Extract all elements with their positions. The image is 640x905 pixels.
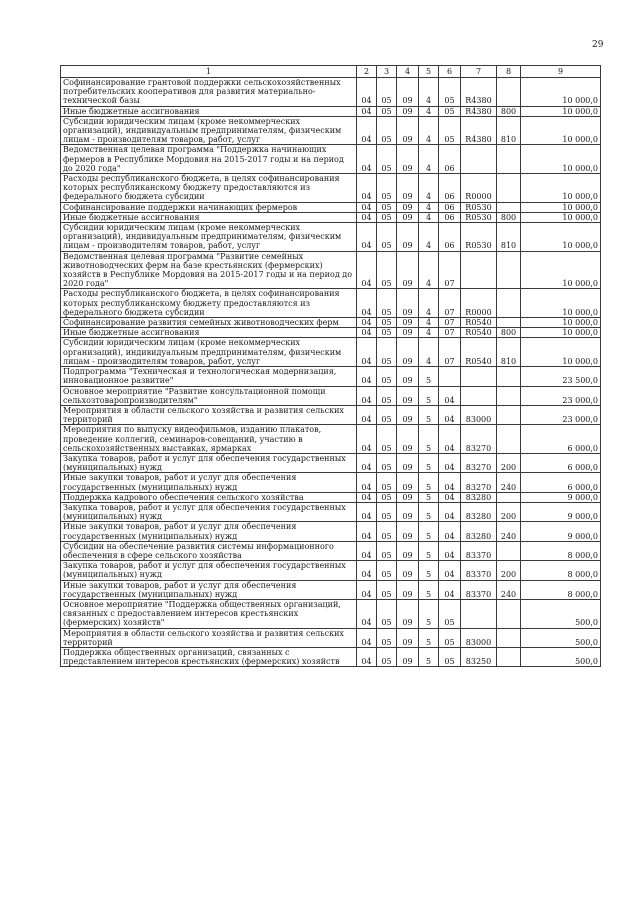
row-amount: 10 000,0: [521, 251, 601, 289]
row-code: 06: [439, 174, 461, 203]
row-name: Иные бюджетные ассигнования: [61, 212, 357, 222]
row-name: Поддержка кадрового обеспечения сельского хозяйства: [61, 492, 357, 502]
row-code: 05: [439, 599, 461, 628]
row-code: 04: [357, 116, 377, 145]
row-amount: 500,0: [521, 628, 601, 647]
row-code: 04: [357, 473, 377, 492]
row-code: 4: [419, 116, 439, 145]
row-amount: 10 000,0: [521, 78, 601, 107]
row-code: 09: [397, 116, 419, 145]
table-row: [61, 212, 601, 222]
row-code: 800: [497, 328, 521, 338]
row-amount: 500,0: [521, 647, 601, 666]
row-code: 09: [397, 628, 419, 647]
row-code: 83270: [461, 425, 497, 454]
row-name: Закупка товаров, работ и услуг для обеспечения государственных (муниципальных) нужд: [61, 453, 357, 472]
table-row: [61, 145, 601, 174]
row-name: Иные закупки товаров, работ и услуг для обеспечения государственных (муниципальных) нужд: [61, 580, 357, 599]
row-amount: 23 000,0: [521, 386, 601, 405]
row-code: 04: [439, 492, 461, 502]
table-row: [61, 473, 601, 492]
row-code: 5: [419, 599, 439, 628]
row-code: 04: [357, 328, 377, 338]
row-code: 04: [357, 561, 377, 580]
row-code: 05: [377, 522, 397, 541]
row-code: 240: [497, 522, 521, 541]
row-code: 05: [377, 289, 397, 318]
row-name: Подпрограмма "Техническая и технологическая модернизация, инновационное развитие": [61, 367, 357, 386]
row-name: Иные закупки товаров, работ и услуг для обеспечения государственных (муниципальных) нужд: [61, 473, 357, 492]
row-code: 04: [357, 318, 377, 328]
row-code: [497, 251, 521, 289]
row-code: 4: [419, 174, 439, 203]
row-code: 05: [377, 647, 397, 666]
row-code: 4: [419, 318, 439, 328]
row-code: 07: [439, 318, 461, 328]
row-code: 04: [439, 522, 461, 541]
row-code: 04: [439, 405, 461, 424]
row-name: Иные бюджетные ассигнования: [61, 328, 357, 338]
column-header: 2: [357, 66, 377, 78]
row-code: 04: [357, 453, 377, 472]
row-code: 09: [397, 145, 419, 174]
row-code: 05: [377, 405, 397, 424]
table-row: [61, 580, 601, 599]
row-name: Расходы республиканского бюджета, в целях софинансирования которых республиканскому бюджету предоставляются из федерального бюджета субсидии: [61, 174, 357, 203]
row-code: 04: [439, 425, 461, 454]
row-code: 800: [497, 106, 521, 116]
row-name: Мероприятия в области сельского хозяйства и развития сельских территорий: [61, 405, 357, 424]
row-amount: 10 000,0: [521, 212, 601, 222]
row-code: 04: [439, 502, 461, 521]
row-code: 04: [357, 174, 377, 203]
row-code: 4: [419, 78, 439, 107]
row-amount: 10 000,0: [521, 202, 601, 212]
row-code: 5: [419, 367, 439, 386]
row-code: [461, 251, 497, 289]
row-code: [461, 386, 497, 405]
table-row: [61, 251, 601, 289]
row-code: 05: [377, 145, 397, 174]
row-amount: 6 000,0: [521, 473, 601, 492]
row-name: Субсидии юридическим лицам (кроме некоммерческих организаций), индивидуальным предпринимателям, физическим лицам - производителям товаров, работ, услуг: [61, 223, 357, 252]
table-row: [61, 628, 601, 647]
row-amount: 8 000,0: [521, 561, 601, 580]
row-code: 06: [439, 212, 461, 222]
row-code: 83280: [461, 522, 497, 541]
row-code: 05: [439, 78, 461, 107]
row-code: 04: [357, 386, 377, 405]
row-amount: 10 000,0: [521, 328, 601, 338]
row-code: 5: [419, 522, 439, 541]
row-code: 05: [439, 116, 461, 145]
row-code: 05: [377, 473, 397, 492]
row-code: 05: [377, 106, 397, 116]
row-code: 5: [419, 453, 439, 472]
row-amount: 8 000,0: [521, 541, 601, 560]
row-code: 09: [397, 425, 419, 454]
row-code: 05: [377, 174, 397, 203]
row-amount: 6 000,0: [521, 453, 601, 472]
row-amount: 10 000,0: [521, 289, 601, 318]
row-code: 09: [397, 106, 419, 116]
row-code: [497, 174, 521, 203]
row-code: [497, 647, 521, 666]
column-header: 3: [377, 66, 397, 78]
row-name: Мероприятия по выпуску видеофильмов, изданию плакатов, проведение коллегий, семинаров-совещаний, участию в сельскохозяйственных выставках, ярмарках: [61, 425, 357, 454]
table-row: [61, 647, 601, 666]
column-header: 1: [61, 66, 357, 78]
table-row: [61, 453, 601, 472]
row-amount: 8 000,0: [521, 580, 601, 599]
row-code: 4: [419, 212, 439, 222]
row-code: 05: [377, 367, 397, 386]
table-row: [61, 174, 601, 203]
row-code: R4380: [461, 78, 497, 107]
row-code: 83000: [461, 628, 497, 647]
row-code: 09: [397, 174, 419, 203]
row-code: 5: [419, 386, 439, 405]
row-code: 09: [397, 223, 419, 252]
row-code: 4: [419, 145, 439, 174]
row-code: 05: [377, 212, 397, 222]
header-row: [61, 66, 601, 78]
row-code: [439, 367, 461, 386]
row-code: 200: [497, 561, 521, 580]
row-amount: 23 500,0: [521, 367, 601, 386]
row-code: 04: [357, 289, 377, 318]
row-name: Софинансирование поддержки начинающих фермеров: [61, 202, 357, 212]
row-code: 05: [377, 492, 397, 502]
row-name: Поддержка общественных организаций, связанных с представлением интересов крестьянских (фермерских) хозяйств: [61, 647, 357, 666]
table-row: [61, 561, 601, 580]
row-code: 83000: [461, 405, 497, 424]
row-code: 09: [397, 647, 419, 666]
row-name: Иные бюджетные ассигнования: [61, 106, 357, 116]
column-header: 4: [397, 66, 419, 78]
row-code: 5: [419, 425, 439, 454]
table-row: [61, 223, 601, 252]
row-code: 04: [357, 338, 377, 367]
row-code: [497, 492, 521, 502]
row-amount: 6 000,0: [521, 425, 601, 454]
row-amount: 10 000,0: [521, 223, 601, 252]
row-code: 05: [377, 251, 397, 289]
row-code: 04: [439, 473, 461, 492]
row-code: [497, 386, 521, 405]
row-code: 5: [419, 628, 439, 647]
row-code: 240: [497, 580, 521, 599]
table-row: [61, 116, 601, 145]
row-name: Основное мероприятие "Развитие консультационной помощи сельхозтоваропроизводителям": [61, 386, 357, 405]
row-code: [461, 145, 497, 174]
row-name: Ведомственная целевая программа "Поддержка начинающих фермеров в Республике Мордовия на 2015-2017 годы и на период до 2020 года": [61, 145, 357, 174]
row-code: 5: [419, 580, 439, 599]
row-name: Субсидии юридическим лицам (кроме некоммерческих организаций), индивидуальным предпринимателям, физическим лицам - производителям товаров, работ, услуг: [61, 116, 357, 145]
row-code: 04: [357, 106, 377, 116]
row-code: 09: [397, 561, 419, 580]
row-amount: 9 000,0: [521, 502, 601, 521]
row-code: 09: [397, 338, 419, 367]
row-code: R0000: [461, 174, 497, 203]
row-amount: 9 000,0: [521, 522, 601, 541]
row-code: 4: [419, 328, 439, 338]
table-row: [61, 106, 601, 116]
row-code: R0540: [461, 318, 497, 328]
row-code: 05: [377, 425, 397, 454]
row-code: 4: [419, 223, 439, 252]
table-body: [61, 78, 601, 667]
row-code: R4380: [461, 116, 497, 145]
column-header: 9: [521, 66, 601, 78]
row-code: 83270: [461, 453, 497, 472]
row-code: [497, 78, 521, 107]
table-row: [61, 202, 601, 212]
row-code: 09: [397, 473, 419, 492]
row-code: 05: [377, 338, 397, 367]
table-row: [61, 522, 601, 541]
row-code: 09: [397, 78, 419, 107]
row-code: 83280: [461, 502, 497, 521]
row-code: 4: [419, 251, 439, 289]
row-code: R0540: [461, 338, 497, 367]
column-header: 7: [461, 66, 497, 78]
row-code: 07: [439, 328, 461, 338]
row-code: 05: [377, 78, 397, 107]
row-amount: 10 000,0: [521, 145, 601, 174]
row-code: 05: [377, 386, 397, 405]
row-code: 09: [397, 492, 419, 502]
budget-table: [60, 65, 601, 667]
row-code: 09: [397, 541, 419, 560]
row-code: [497, 541, 521, 560]
row-code: [497, 202, 521, 212]
row-amount: 10 000,0: [521, 338, 601, 367]
table-row: [61, 599, 601, 628]
row-code: 09: [397, 202, 419, 212]
row-code: 06: [439, 223, 461, 252]
row-code: 04: [439, 561, 461, 580]
row-code: 04: [357, 405, 377, 424]
row-code: 05: [377, 453, 397, 472]
row-name: Ведомственная целевая программа "Развитие семейных животноводческих ферм на базе крестьянских (фермерских) хозяйств в Республике Мордовия на 2015-2017 годы и на период до 2020 года": [61, 251, 357, 289]
row-code: 05: [377, 318, 397, 328]
table-row: [61, 78, 601, 107]
row-code: 04: [439, 580, 461, 599]
row-amount: 10 000,0: [521, 174, 601, 203]
row-code: [461, 367, 497, 386]
row-code: 09: [397, 580, 419, 599]
row-code: 04: [357, 78, 377, 107]
row-code: 04: [357, 502, 377, 521]
row-code: 83250: [461, 647, 497, 666]
row-code: 04: [357, 599, 377, 628]
table-row: [61, 492, 601, 502]
row-code: 5: [419, 473, 439, 492]
row-code: 5: [419, 502, 439, 521]
row-code: 5: [419, 492, 439, 502]
row-code: 09: [397, 386, 419, 405]
row-code: 05: [377, 561, 397, 580]
row-code: 05: [377, 628, 397, 647]
table-row: [61, 541, 601, 560]
row-code: 04: [357, 223, 377, 252]
row-code: 05: [439, 647, 461, 666]
row-code: 04: [357, 425, 377, 454]
row-name: Иные закупки товаров, работ и услуг для обеспечения государственных (муниципальных) нужд: [61, 522, 357, 541]
row-code: R0540: [461, 328, 497, 338]
row-code: 04: [357, 367, 377, 386]
row-code: R0530: [461, 212, 497, 222]
row-code: 200: [497, 502, 521, 521]
row-code: 09: [397, 522, 419, 541]
row-code: 09: [397, 251, 419, 289]
row-code: 04: [357, 202, 377, 212]
row-code: 810: [497, 116, 521, 145]
row-name: Субсидии юридическим лицам (кроме некоммерческих организаций), индивидуальным предпринимателям, физическим лицам - производителям товаров, работ, услуг: [61, 338, 357, 367]
row-name: Мероприятия в области сельского хозяйства и развития сельских территорий: [61, 628, 357, 647]
row-code: 09: [397, 599, 419, 628]
table-row: [61, 338, 601, 367]
table-row: [61, 425, 601, 454]
row-code: 04: [439, 453, 461, 472]
row-code: 05: [377, 202, 397, 212]
row-code: [497, 145, 521, 174]
row-name: Закупка товаров, работ и услуг для обеспечения государственных (муниципальных) нужд: [61, 561, 357, 580]
table-row: [61, 502, 601, 521]
row-code: 06: [439, 145, 461, 174]
row-code: 09: [397, 328, 419, 338]
row-code: 5: [419, 647, 439, 666]
table-row: [61, 386, 601, 405]
row-code: 800: [497, 212, 521, 222]
row-code: 09: [397, 502, 419, 521]
row-code: 810: [497, 223, 521, 252]
row-name: Основное мероприятие "Поддержка общественных организаций, связанных с предоставлением интересов крестьянских (фермерских) хозяйств": [61, 599, 357, 628]
row-code: 06: [439, 202, 461, 212]
row-code: 09: [397, 318, 419, 328]
row-code: 4: [419, 338, 439, 367]
column-header: 8: [497, 66, 521, 78]
row-code: 05: [439, 628, 461, 647]
row-code: 04: [439, 541, 461, 560]
row-code: 04: [357, 628, 377, 647]
row-code: 04: [357, 580, 377, 599]
table-row: [61, 328, 601, 338]
row-code: 05: [377, 223, 397, 252]
row-code: 05: [377, 580, 397, 599]
row-code: 05: [377, 328, 397, 338]
row-code: [497, 599, 521, 628]
row-code: 83270: [461, 473, 497, 492]
row-code: 05: [377, 599, 397, 628]
table-row: [61, 318, 601, 328]
row-code: [461, 599, 497, 628]
row-code: 83370: [461, 580, 497, 599]
row-name: Субсидии на обеспечение развития системы информационного обеспечения в сфере сельского хозяйства: [61, 541, 357, 560]
row-code: 240: [497, 473, 521, 492]
table-row: [61, 367, 601, 386]
row-code: 04: [357, 251, 377, 289]
column-header: 6: [439, 66, 461, 78]
row-code: 05: [377, 541, 397, 560]
row-name: Расходы республиканского бюджета, в целях софинансирования которых республиканскому бюджету предоставляются из федерального бюджета субсидии: [61, 289, 357, 318]
row-code: 04: [357, 541, 377, 560]
row-amount: 9 000,0: [521, 492, 601, 502]
row-code: R0000: [461, 289, 497, 318]
row-code: 05: [377, 116, 397, 145]
row-code: R0530: [461, 202, 497, 212]
row-code: 04: [357, 212, 377, 222]
row-code: [497, 318, 521, 328]
row-code: 09: [397, 212, 419, 222]
row-code: 83370: [461, 541, 497, 560]
row-code: [497, 425, 521, 454]
row-code: 83280: [461, 492, 497, 502]
row-amount: 10 000,0: [521, 116, 601, 145]
row-code: 09: [397, 405, 419, 424]
row-name: Софинансирование развития семейных животноводческих ферм: [61, 318, 357, 328]
row-code: 04: [357, 522, 377, 541]
row-code: 04: [357, 492, 377, 502]
column-header: 5: [419, 66, 439, 78]
row-code: 07: [439, 251, 461, 289]
row-code: 200: [497, 453, 521, 472]
row-code: R4380: [461, 106, 497, 116]
row-code: 07: [439, 289, 461, 318]
row-name: Закупка товаров, работ и услуг для обеспечения государственных (муниципальных) нужд: [61, 502, 357, 521]
page-number: 29: [592, 40, 604, 50]
row-code: R0530: [461, 223, 497, 252]
row-code: [497, 405, 521, 424]
row-code: 09: [397, 453, 419, 472]
row-code: 4: [419, 202, 439, 212]
row-amount: 10 000,0: [521, 106, 601, 116]
row-code: 09: [397, 289, 419, 318]
row-code: [497, 289, 521, 318]
row-code: 05: [377, 502, 397, 521]
row-amount: 23 000,0: [521, 405, 601, 424]
row-amount: 10 000,0: [521, 318, 601, 328]
row-code: 04: [357, 145, 377, 174]
row-code: [497, 367, 521, 386]
row-code: 09: [397, 367, 419, 386]
row-amount: 500,0: [521, 599, 601, 628]
row-code: 5: [419, 405, 439, 424]
row-code: 810: [497, 338, 521, 367]
table-row: [61, 405, 601, 424]
row-code: 83370: [461, 561, 497, 580]
row-code: [497, 628, 521, 647]
table-header: [61, 66, 601, 78]
row-code: 05: [439, 106, 461, 116]
row-code: 4: [419, 289, 439, 318]
row-code: 04: [357, 647, 377, 666]
table-row: [61, 289, 601, 318]
row-code: 07: [439, 338, 461, 367]
row-code: 5: [419, 561, 439, 580]
row-code: 4: [419, 106, 439, 116]
row-name: Софинансирование грантовой поддержки сельскохозяйственных потребительских кооперативов для развития материально-технической базы: [61, 78, 357, 107]
row-code: 5: [419, 541, 439, 560]
row-code: 04: [439, 386, 461, 405]
